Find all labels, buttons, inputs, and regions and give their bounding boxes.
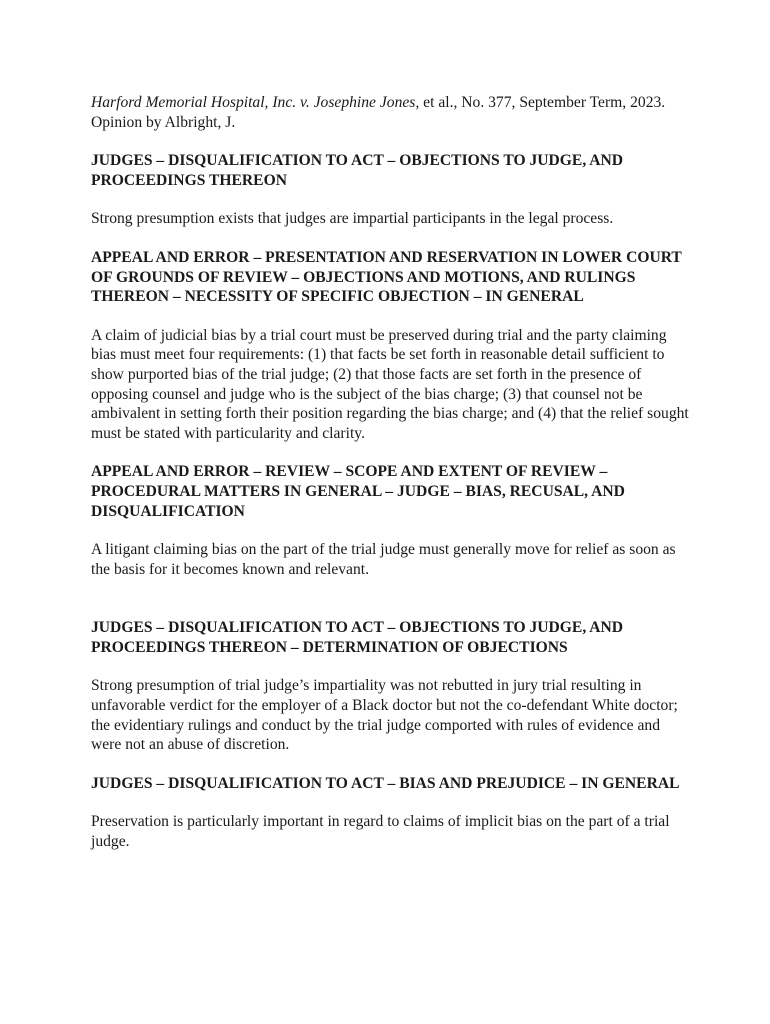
headnote-text: Strong presumption exists that judges are impartial participants in the legal process.: [91, 210, 614, 228]
headnote-text: Strong presumption of trial judge’s impartiality was not rebutted in jury trial resulting in unfavorable verdict for the employer of a Black doctor but not the co-defendant White doctor; the evidentiary rulings and conduct by the trial judge comported with rules of evidence and were not an abuse of discretion.: [91, 677, 678, 754]
headnote-text: A claim of judicial bias by a trial court must be preserved during trial and the party claiming bias must meet four requirements: (1) that facts be set forth in reasonable detail sufficient to show purported bias of the trial judge; (2) that those facts are set forth in the presence of opposing counsel and judge who is the subject of the bias charge; (3) that counsel not be ambivalent in setting forth their position regarding the bias charge; and (4) that the relief sought must be stated with particularity and clarity.: [91, 326, 689, 442]
headnote-text: Preservation is particularly important in regard to claims of implicit bias on the part of a trial judge.: [91, 813, 670, 851]
case-citation: [91, 93, 691, 132]
section-heading: APPEAL AND ERROR – PRESENTATION AND RESERVATION IN LOWER COURT OF GROUNDS OF REVIEW – OBJECTIONS AND MOTIONS, AND RULINGS THEREON – NECESSITY OF SPECIFIC OBJECTION – IN GENERAL: [91, 248, 682, 306]
section-heading: JUDGES – DISQUALIFICATION TO ACT – OBJECTIONS TO JUDGE, AND PROCEEDINGS THEREON: [91, 152, 624, 189]
section-heading: JUDGES – DISQUALIFICATION TO ACT – BIAS AND PREJUDICE – IN GENERAL: [91, 774, 680, 792]
headnote-text: A litigant claiming bias on the part of the trial judge must generally move for relief as soon as the basis for it becomes known and relevant.: [91, 541, 676, 578]
section-heading: JUDGES – DISQUALIFICATION TO ACT – OBJECTIONS TO JUDGE, AND PROCEEDINGS THEREON – DETERMINATION OF OBJECTIONS: [91, 619, 624, 656]
citation-details: et al., No. 377, September Term, 2023. Opinion by Albright, J.: [91, 94, 666, 131]
case-name: Harford Memorial Hospital, Inc. v. Josephine Jones,: [91, 94, 420, 111]
document-page: [91, 93, 691, 871]
section-heading: APPEAL AND ERROR – REVIEW – SCOPE AND EXTENT OF REVIEW – PROCEDURAL MATTERS IN GENERAL – JUDGE – BIAS, RECUSAL, AND DISQUALIFICATION: [91, 463, 625, 520]
